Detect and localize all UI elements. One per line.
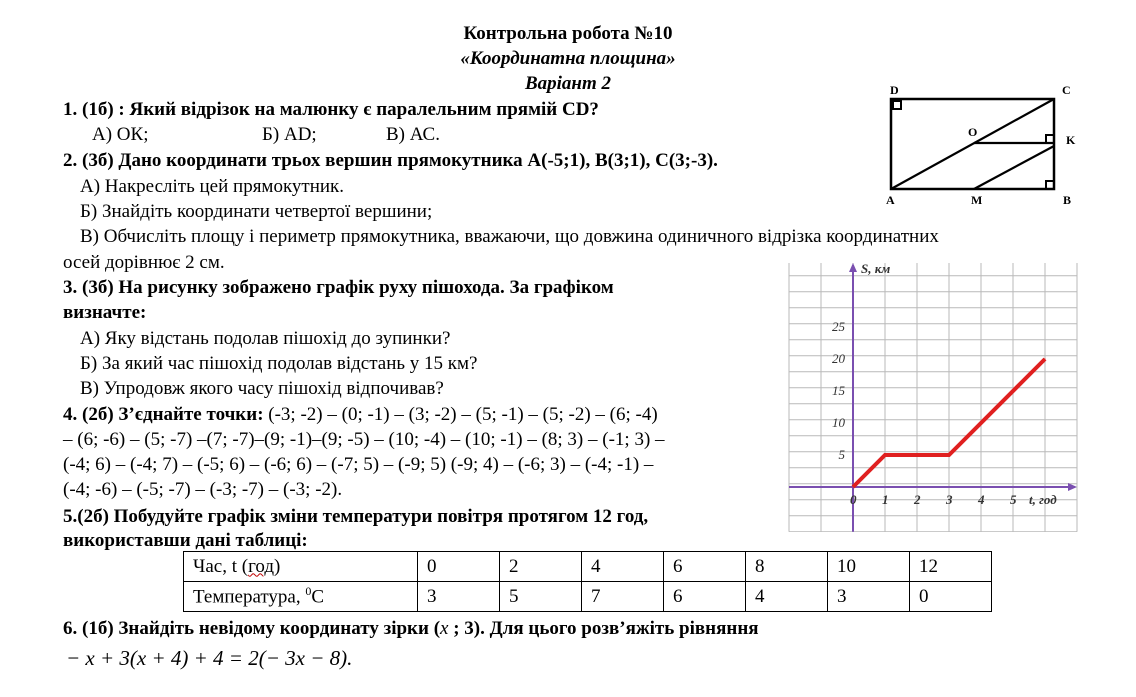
data-point <box>885 455 886 456</box>
table-row-temperature <box>184 582 992 612</box>
task6-question: 6. (1б) Знайдіть невідому координату зірки (x ; 3). Для цього розв’яжіть рівняння <box>63 618 759 639</box>
label-o: O <box>968 125 978 139</box>
label-k: K <box>1066 133 1076 147</box>
rectangle-figure <box>880 80 1080 210</box>
table-cell: 3 <box>418 582 500 612</box>
table-cell: 5 <box>500 582 582 612</box>
table-header-time: Час, t (год) <box>184 552 418 582</box>
segment-mk <box>974 146 1054 189</box>
table-cell: 6 <box>664 552 746 582</box>
table-cell: 4 <box>582 552 664 582</box>
table-cell: 4 <box>746 582 828 612</box>
task2-part-c-line2: осей дорівнює 2 см. <box>63 252 225 273</box>
task2-part-b: Б) Знайдіть координати четвертої вершини; <box>80 201 433 222</box>
task4-line2: – (6; -6) – (5; -7) –(7; -7)–(9; -1)–(9; -5) – (10; -4) – (10; -1) – (8; 3) – (-1; 3) – <box>63 429 665 450</box>
y-axis-arrow <box>849 263 857 272</box>
y-tick-label: 25 <box>832 319 845 334</box>
task3-part-b: Б) За який час пішохід подолав відстань у 15 км? <box>80 353 478 374</box>
task1-question: 1. (1б) : Який відрізок на малюнку є паралельним прямій CD? <box>63 99 599 120</box>
label-a: A <box>886 193 895 207</box>
x-tick-label: 1 <box>882 492 889 507</box>
data-point <box>853 487 854 488</box>
data-point <box>1045 359 1046 360</box>
x-tick-label: 5 <box>1010 492 1017 507</box>
table-cell: 3 <box>828 582 910 612</box>
table-cell: 6 <box>664 582 746 612</box>
x-tick-label: 0 <box>850 492 857 507</box>
task4-label: 4. (2б) З’єднайте точки: <box>63 404 264 425</box>
task5-question-line1: 5.(2б) Побудуйте графік зміни температури повітря протягом 12 год, <box>63 506 649 527</box>
y-tick-label: 5 <box>838 447 845 462</box>
page-subtitle: «Координатна площина» <box>460 48 676 69</box>
y-tick-label: 15 <box>832 383 845 398</box>
table-row-time <box>184 552 992 582</box>
y-axis-label: S, км <box>861 262 891 276</box>
task3-question-line1: 3. (3б) На рисунку зображено графік руху пішохода. За графіком <box>63 277 614 298</box>
task3-part-c: В) Упродовж якого часу пішохід відпочивав? <box>80 378 444 399</box>
page-title: Контрольна робота №10 <box>463 23 673 44</box>
task4-line1 <box>63 403 658 427</box>
label-b: B <box>1063 193 1072 207</box>
task4-line4: (-4; -6) – (-5; -7) – (-3; -7) – (-3; -2). <box>63 479 343 500</box>
y-tick-label: 20 <box>832 351 845 366</box>
task4-line3: (-4; 6) – (-4; 7) – (-5; 6) – (-6; 6) – (-7; 5) – (-9; 5) (-9; 4) – (-6; 3) – (-4; -1) – <box>63 454 654 475</box>
task3-part-a: А) Яку відстань подолав пішохід до зупинки? <box>80 328 451 349</box>
task2-question: 2. (3б) Дано координати трьох вершин прямокутника А(-5;1), В(3;1), С(3;-3). <box>63 150 718 171</box>
x-axis-label: t, год <box>1029 492 1057 507</box>
label-c: C <box>1062 83 1071 97</box>
task2-part-a: А) Накресліть цей прямокутник. <box>80 176 345 197</box>
x-tick-label: 3 <box>946 492 953 507</box>
table-cell: 0 <box>418 552 500 582</box>
data-point <box>949 455 950 456</box>
x-tick-label: 2 <box>914 492 921 507</box>
right-angle-d <box>893 101 901 109</box>
table-cell: 2 <box>500 552 582 582</box>
task4-points-1: (-3; -2) – (0; -1) – (3; -2) – (5; -1) – (5; -2) – (6; -4) <box>263 404 658 425</box>
table-header-temperature: Температура, $^0$С <box>184 582 418 612</box>
task3-question-line2: визначте: <box>63 302 147 323</box>
x-tick-label: 4 <box>978 492 985 507</box>
table-cell: 7 <box>582 582 664 612</box>
variant-label: Варіант 2 <box>524 73 612 94</box>
table-cell: 0 <box>910 582 992 612</box>
task1-option-b: Б) AD; <box>262 124 317 145</box>
task1-option-c: В) АС. <box>386 124 440 145</box>
label-m: M <box>971 193 983 207</box>
walking-chart <box>788 262 1080 532</box>
task6-equation: − x + 3(x + 4) + 4 = 2(− 3x − 8). <box>66 646 353 670</box>
table-cell: 8 <box>746 552 828 582</box>
task5-question-line2: використавши дані таблиці: <box>63 530 308 551</box>
label-d: D <box>890 83 899 97</box>
table-cell: 10 <box>828 552 910 582</box>
task2-part-c-line1: В) Обчисліть площу і периметр прямокутника, вважаючи, що довжина одиничного відрізка координатних <box>80 226 939 247</box>
y-tick-label: 10 <box>832 415 845 430</box>
table-cell: 12 <box>910 552 992 582</box>
task1-options <box>92 123 440 147</box>
temperature-table <box>183 551 992 612</box>
task1-option-a: А) ОК; <box>92 124 149 145</box>
